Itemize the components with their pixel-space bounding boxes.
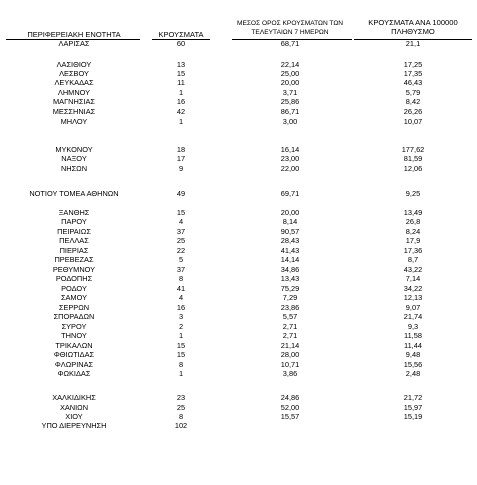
region-cell: ΛΕΥΚΑΔΑΣ <box>54 78 94 87</box>
per-100k-cell: 21,1 <box>405 39 421 48</box>
region-cell: ΣΠΟΡΑΔΩΝ <box>53 312 95 321</box>
per-100k-cell: 8,7 <box>407 255 419 264</box>
cases-cell: 4 <box>178 293 184 302</box>
per-100k-cell: 9,25 <box>405 189 421 198</box>
average-cell: 22,00 <box>280 164 300 173</box>
header-region: ΠΕΡΙΦΕΡΕΙΑΚΗ ΕΝΟΤΗΤΑ <box>27 30 121 39</box>
per-100k-cell: 8,24 <box>405 227 421 236</box>
per-100k-cell: 15,97 <box>403 403 423 412</box>
region-cell: ΜΥΚΟΝΟΥ <box>55 145 93 154</box>
region-cell: ΧΑΛΚΙΔΙΚΗΣ <box>52 393 96 402</box>
per-100k-cell: 177,62 <box>401 145 425 154</box>
average-cell: 24,86 <box>280 393 300 402</box>
average-cell: 14,14 <box>280 255 300 264</box>
table-row <box>0 303 477 312</box>
region-cell: ΝΟΤΙΟΥ ΤΟΜΕΑ ΑΘΗΝΩΝ <box>29 189 119 198</box>
average-cell: 15,57 <box>280 412 300 421</box>
per-100k-cell: 7,14 <box>405 274 421 283</box>
cases-cell: 102 <box>174 421 188 430</box>
average-cell: 3,71 <box>282 88 298 97</box>
per-100k-cell: 8,42 <box>405 97 421 106</box>
average-cell: 13,43 <box>280 274 300 283</box>
cases-cell: 5 <box>178 255 184 264</box>
table-row <box>0 154 477 163</box>
cases-cell: 60 <box>176 39 186 48</box>
cases-cell: 42 <box>176 107 186 116</box>
cases-cell: 1 <box>178 88 184 97</box>
cases-cell: 15 <box>176 341 186 350</box>
region-cell: ΠΕΙΡΑΙΩΣ <box>57 227 91 236</box>
per-100k-cell: 2,48 <box>405 369 421 378</box>
per-100k-cell: 5,79 <box>405 88 421 97</box>
average-cell: 75,29 <box>280 284 300 293</box>
table-row <box>0 164 477 173</box>
average-cell: 10,71 <box>280 360 300 369</box>
per-100k-cell: 15,19 <box>403 412 423 421</box>
per-100k-cell: 46,43 <box>403 78 423 87</box>
average-cell: 21,14 <box>280 341 300 350</box>
table-row <box>0 350 477 359</box>
per-100k-cell: 10,07 <box>403 117 423 126</box>
region-cell: ΥΠΟ ΔΙΕΡΕΥΝΗΣΗ <box>41 421 107 430</box>
average-cell: 23,86 <box>280 303 300 312</box>
table-row <box>0 274 477 283</box>
table-row <box>0 97 477 106</box>
cases-cell: 13 <box>176 60 186 69</box>
average-cell: 8,14 <box>282 217 298 226</box>
per-100k-cell: 26,8 <box>405 217 421 226</box>
per-100k-cell: 17,36 <box>403 246 423 255</box>
table-row <box>0 189 477 198</box>
table-row <box>0 246 477 255</box>
region-cell: ΝΑΞΟΥ <box>61 154 87 163</box>
average-cell: 28,43 <box>280 236 300 245</box>
table-row <box>0 88 477 97</box>
average-cell: 25,86 <box>280 97 300 106</box>
table-row <box>0 208 477 217</box>
region-cell: ΦΘΙΩΤΙΔΑΣ <box>53 350 95 359</box>
per-100k-cell: 17,25 <box>403 60 423 69</box>
region-cell: ΡΟΔΟΥ <box>61 284 87 293</box>
per-100k-cell: 43,22 <box>403 265 423 274</box>
header-cases-per-100k: ΚΡΟΥΣΜΑΤΑ ΑΝΑ 100000 ΠΛΗΘΥΣΜΟ <box>368 18 458 36</box>
table-row <box>0 265 477 274</box>
cases-cell: 4 <box>178 217 184 226</box>
per-100k-cell: 21,72 <box>403 393 423 402</box>
table-row <box>0 341 477 350</box>
cases-cell: 25 <box>176 403 186 412</box>
table-row <box>0 403 477 412</box>
region-cell: ΝΗΣΩΝ <box>60 164 88 173</box>
region-cell: ΣΑΜΟΥ <box>60 293 88 302</box>
table-row <box>0 145 477 154</box>
per-100k-cell: 11,58 <box>404 331 422 340</box>
table-row <box>0 60 477 69</box>
cases-cell: 9 <box>178 164 184 173</box>
average-cell: 16,14 <box>280 145 300 154</box>
cases-cell: 16 <box>176 303 186 312</box>
table-row <box>0 217 477 226</box>
per-100k-cell: 17,9 <box>405 236 421 245</box>
region-cell: ΜΗΛΟΥ <box>60 117 88 126</box>
region-cell: ΛΑΡΙΣΑΣ <box>58 39 90 48</box>
per-100k-cell: 81,59 <box>403 154 423 163</box>
cases-cell: 17 <box>176 154 186 163</box>
cases-cell: 23 <box>176 393 186 402</box>
average-cell: 20,00 <box>280 208 300 217</box>
table-row <box>0 331 477 340</box>
average-cell: 20,00 <box>280 78 300 87</box>
region-cell: ΠΕΛΛΑΣ <box>59 236 89 245</box>
per-100k-cell: 9,3 <box>407 322 419 331</box>
cases-cell: 1 <box>178 369 184 378</box>
region-cell: ΠΙΕΡΙΑΣ <box>59 246 89 255</box>
per-100k-cell: 12,06 <box>403 164 423 173</box>
average-cell: 22,14 <box>280 60 300 69</box>
cases-cell: 15 <box>176 69 186 78</box>
region-cell: ΜΕΣΣΗΝΙΑΣ <box>52 107 96 116</box>
region-cell: ΛΕΣΒΟΥ <box>59 69 89 78</box>
cases-cell: 11 <box>177 78 185 87</box>
cases-cell: 2 <box>178 322 184 331</box>
per-100k-cell: 15,56 <box>403 360 423 369</box>
region-cell: ΡΕΘΥΜΝΟΥ <box>52 265 96 274</box>
per-100k-cell: 17,35 <box>403 69 423 78</box>
average-cell: 3,00 <box>282 117 298 126</box>
per-100k-cell: 21,74 <box>403 312 423 321</box>
average-cell: 69,71 <box>280 189 300 198</box>
header-7day-average: ΜΕΣΟΣ ΟΡΟΣ ΚΡΟΥΣΜΑΤΩΝ ΤΩΝ ΤΕΛΕΥΤΑΙΩΝ 7 ΗΜΕΡΩΝ <box>236 20 344 36</box>
average-cell: 25,00 <box>280 69 300 78</box>
average-cell: 5,57 <box>282 312 298 321</box>
per-100k-cell: 26,26 <box>403 107 423 116</box>
table-row <box>0 227 477 236</box>
cases-cell: 37 <box>176 227 186 236</box>
table-row <box>0 78 477 87</box>
cases-cell: 49 <box>176 189 186 198</box>
average-cell: 2,71 <box>282 331 298 340</box>
cases-cell: 18 <box>176 145 186 154</box>
average-cell: 41,43 <box>280 246 300 255</box>
region-cell: ΧΙΟΥ <box>65 412 83 421</box>
cases-cell: 41 <box>176 284 186 293</box>
region-cell: ΠΑΡΟΥ <box>61 217 87 226</box>
average-cell: 68,71 <box>280 39 300 48</box>
region-cell: ΦΩΚΙΔΑΣ <box>57 369 91 378</box>
table-row <box>0 293 477 302</box>
table-row <box>0 39 477 48</box>
per-100k-cell: 11,44 <box>404 341 422 350</box>
cases-cell: 8 <box>178 274 184 283</box>
region-cell: ΤΗΝΟΥ <box>61 331 87 340</box>
table-row <box>0 421 477 430</box>
region-cell: ΤΡΙΚΑΛΩΝ <box>55 341 93 350</box>
cases-cell: 3 <box>178 312 184 321</box>
cases-cell: 8 <box>178 412 184 421</box>
average-cell: 34,86 <box>280 265 300 274</box>
per-100k-cell: 13,49 <box>403 208 423 217</box>
average-cell: 2,71 <box>282 322 298 331</box>
region-cell: ΧΑΝΙΩΝ <box>59 403 89 412</box>
region-cell: ΣΕΡΡΩΝ <box>58 303 90 312</box>
table-row <box>0 312 477 321</box>
per-100k-cell: 9,48 <box>405 350 421 359</box>
cases-cell: 15 <box>176 350 186 359</box>
region-cell: ΠΡΕΒΕΖΑΣ <box>54 255 94 264</box>
cases-cell: 25 <box>176 236 186 245</box>
per-100k-cell: 9,07 <box>405 303 421 312</box>
cases-cell: 22 <box>176 246 186 255</box>
region-cell: ΦΛΩΡΙΝΑΣ <box>54 360 94 369</box>
cases-cell: 15 <box>176 208 186 217</box>
table-row <box>0 369 477 378</box>
table-row <box>0 322 477 331</box>
region-cell: ΜΑΓΝΗΣΙΑΣ <box>53 97 95 106</box>
region-cell: ΣΥΡΟΥ <box>61 322 87 331</box>
table-row <box>0 255 477 264</box>
average-cell: 23,00 <box>280 154 300 163</box>
table-row <box>0 393 477 402</box>
region-cell: ΡΟΔΟΠΗΣ <box>55 274 93 283</box>
cases-cell: 1 <box>178 117 184 126</box>
cases-cell: 16 <box>176 97 186 106</box>
average-cell: 90,57 <box>280 227 300 236</box>
region-cell: ΞΑΝΘΗΣ <box>58 208 90 217</box>
average-cell: 3,86 <box>282 369 298 378</box>
header-cases: ΚΡΟΥΣΜΑΤΑ <box>158 30 204 39</box>
table-row <box>0 117 477 126</box>
per-100k-cell: 34,22 <box>403 284 423 293</box>
per-100k-cell: 12,13 <box>403 293 423 302</box>
table-row <box>0 360 477 369</box>
table-row <box>0 107 477 116</box>
table-row <box>0 236 477 245</box>
region-cell: ΛΑΣΙΘΙΟΥ <box>56 60 92 69</box>
average-cell: 28,00 <box>280 350 300 359</box>
cases-cell: 37 <box>176 265 186 274</box>
cases-cell: 8 <box>178 360 184 369</box>
average-cell: 7,29 <box>282 293 298 302</box>
average-cell: 86,71 <box>280 107 300 116</box>
table-row <box>0 412 477 421</box>
average-cell: 52,00 <box>280 403 300 412</box>
cases-cell: 1 <box>178 331 184 340</box>
table-row <box>0 69 477 78</box>
table-row <box>0 284 477 293</box>
region-cell: ΛΗΜΝΟΥ <box>57 88 91 97</box>
